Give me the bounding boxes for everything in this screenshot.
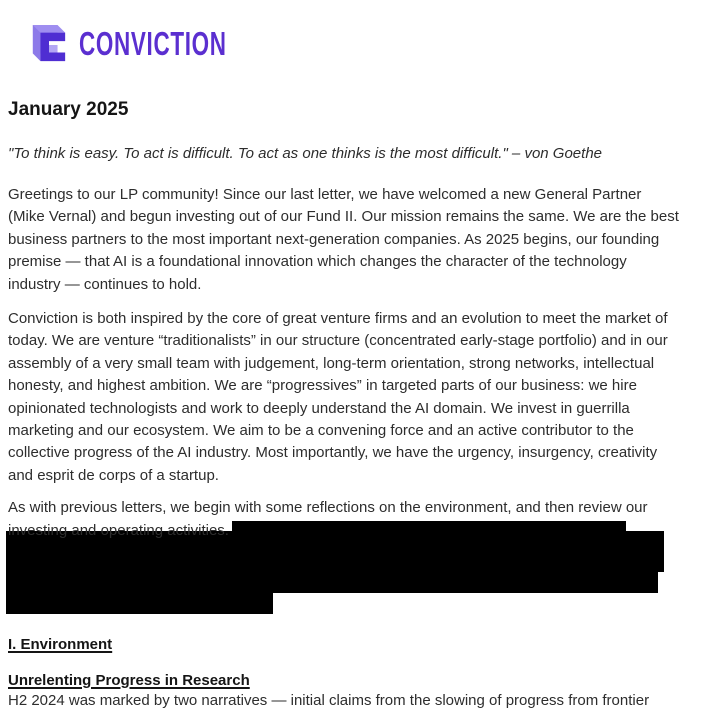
letter-content [0, 99, 704, 712]
redaction-bar-inline [232, 521, 626, 540]
conviction-cube-c-icon [30, 23, 68, 65]
redaction-block [6, 531, 696, 614]
redaction-bar-short [6, 593, 273, 614]
clipped-body-line: H2 2024 was marked by two narratives — initial claims from the slowing of progress from frontier [8, 692, 650, 710]
conviction-wordmark: CONVICTION [79, 25, 227, 62]
paragraph-letter-outline [8, 497, 696, 542]
redaction-bar-wide [6, 572, 658, 593]
goethe-quote: "To think is easy. To act is difficult. To act as one thinks is the most difficult." – von Goethe [8, 145, 603, 162]
section-heading-environment: I. Environment [8, 636, 113, 654]
paragraph-greetings: Greetings to our LP community! Since our last letter, we have welcomed a new General Partner (Mike Vernal) and begun investing out of our Fund II. Our mission remains the same. We are the best business partners to the most important next-generation companies. As 2025 begins, our founding premise — that AI is a foundational innovation which changes the character of the technology industry — continues to hold. [8, 186, 679, 293]
paragraph-conviction-approach: Conviction is both inspired by the core of great venture firms and an evolution to meet the market of today. We are venture “traditionalists” in our structure (concentrated early-stage portfolio) and in our assembly of a very small team with judgement, long-term orientation, strong networks, intellectual honesty, and highest ambition. We are “progressives” in targeted parts of our business: we hire opinionated technologists and work to deeply understand the AI domain. We invest in guerrilla marketing and our ecosystem. We aim to be a convening force and an active contributor to the collective progress of the AI industry. Most importantly, we have the urgency, insurgency, creativity and esprit de corps of a startup. [8, 310, 668, 484]
paragraph-letter-outline-text: As with previous letters, we begin with some reflections on the environment, and then review our investing and operating activities. [8, 499, 648, 539]
date-heading: January 2025 [8, 99, 129, 120]
conviction-logo [30, 24, 704, 64]
letter-page [0, 24, 704, 724]
section-heading-research: Unrelenting Progress in Research [8, 672, 250, 690]
